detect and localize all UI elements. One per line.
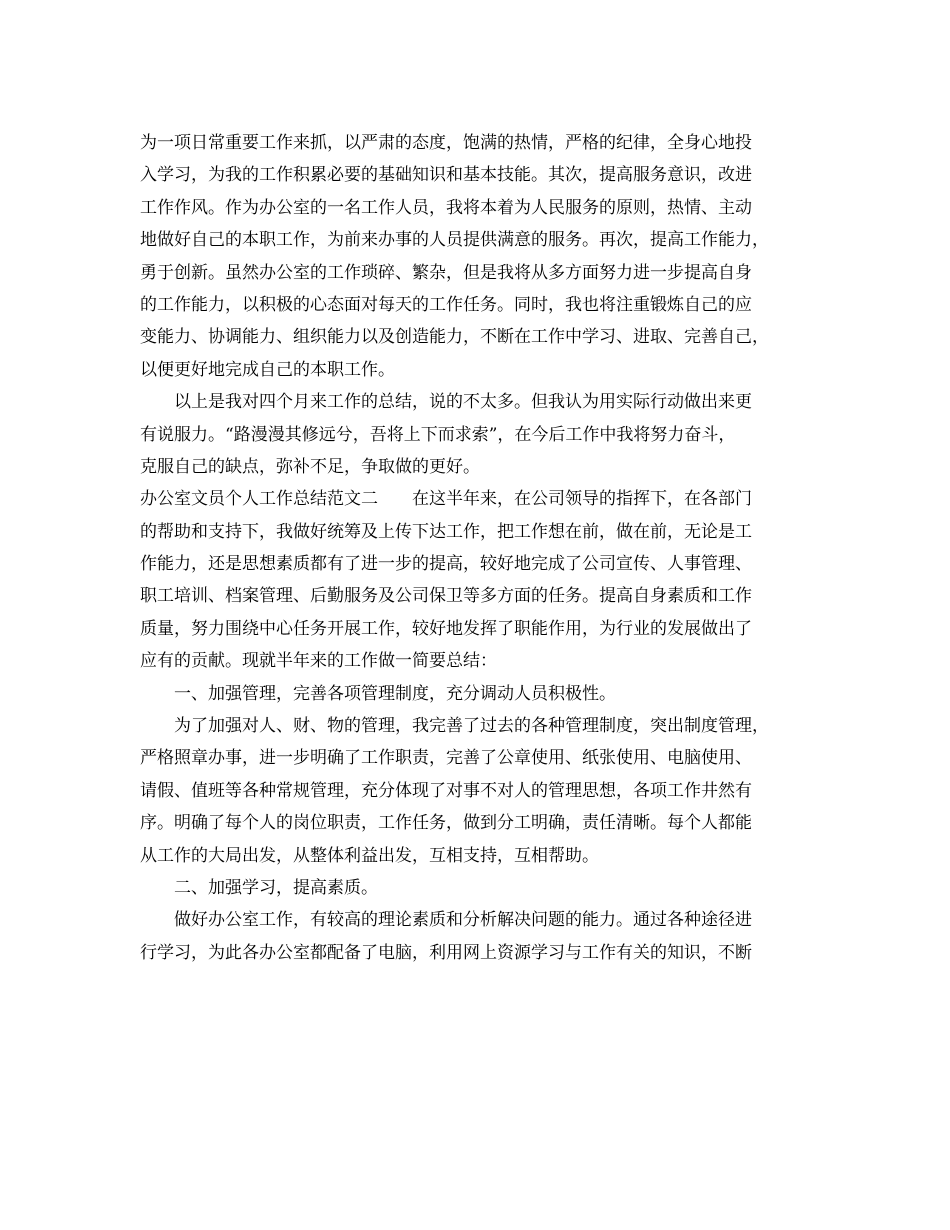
text-line: 以上是我对四个月来工作的总结，说的不太多。但我认为用实际行动做出来更 xyxy=(174,392,752,413)
text-line: 做好办公室工作，有较高的理论素质和分析解决问题的能力。通过各种途径进 xyxy=(174,910,752,931)
text-line: 工作作风。作为办公室的一名工作人员，我将本着为人民服务的原则，热情、主动 xyxy=(140,197,752,218)
section-heading: 办公室文员个人工作总结范文二 xyxy=(140,489,378,510)
subheading-line: 一、加强管理，完善各项管理制度，充分调动人员积极性。 xyxy=(174,683,616,704)
text-line: 作能力，还是思想素质都有了进一步的提高，较好地完成了公司宣传、人事管理、 xyxy=(140,554,752,575)
document-body xyxy=(140,127,820,969)
text-line: 从工作的大局出发，从整体利益出发，互相支持，互相帮助。 xyxy=(140,845,599,866)
text-line: 序。明确了每个人的岗位职责，工作任务，做到分工明确，责任清晰。每个人都能 xyxy=(140,813,752,834)
text-line: 在这半年来，在公司领导的指挥下，在各部门 xyxy=(412,489,752,510)
text-line: 入学习，为我的工作积累必要的基础知识和基本技能。其次，提高服务意识，改进 xyxy=(140,165,752,186)
text-line: 以便更好地完成自己的本职工作。 xyxy=(140,359,395,380)
text-line: 地做好自己的本职工作，为前来办事的人员提供满意的服务。再次，提高工作能力， xyxy=(140,230,769,251)
text-line: 应有的贡献。现就半年来的工作做一简要总结： xyxy=(140,651,497,672)
text-line: 有说服力。“路漫漫其修远兮，吾将上下而求索”，在今后工作中我将努力奋斗， xyxy=(140,424,736,445)
text-line: 为一项日常重要工作来抓，以严肃的态度，饱满的热情，严格的纪律，全身心地投 xyxy=(140,133,752,153)
text-line: 质量，努力围绕中心任务开展工作，较好地发挥了职能作用，为行业的发展做出了 xyxy=(140,618,752,639)
text-line: 变能力、协调能力、组织能力以及创造能力，不断在工作中学习、进取、完善自己， xyxy=(140,327,769,348)
text-line: 职工培训、档案管理、后勤服务及公司保卫等多方面的任务。提高自身素质和工作 xyxy=(140,586,752,607)
text-line: 的帮助和支持下，我做好统筹及上传下达工作，把工作想在前，做在前，无论是工 xyxy=(140,521,752,542)
section-heading-line xyxy=(140,483,820,515)
text-line: 严格照章办事，进一步明确了工作职责，完善了公章使用、纸张使用、电脑使用、 xyxy=(140,748,752,769)
text-line: 克服自己的缺点，弥补不足，争取做的更好。 xyxy=(140,456,480,477)
subheading-line: 二、加强学习，提高素质。 xyxy=(174,877,378,898)
text-line: 请假、值班等各种常规管理，充分体现了对事不对人的管理思想，各项工作井然有 xyxy=(140,780,752,801)
text-line: 的工作能力，以积极的心态面对每天的工作任务。同时，我也将注重锻炼自己的应 xyxy=(140,294,752,315)
text-line: 行学习，为此各办公室都配备了电脑，利用网上资源学习与工作有关的知识，不断 xyxy=(140,942,752,963)
text-line: 勇于创新。虽然办公室的工作琐碎、繁杂，但是我将从多方面努力进一步提高自身 xyxy=(140,262,752,283)
text-line: 为了加强对人、财、物的管理，我完善了过去的各种管理制度，突出制度管理， xyxy=(174,716,769,737)
